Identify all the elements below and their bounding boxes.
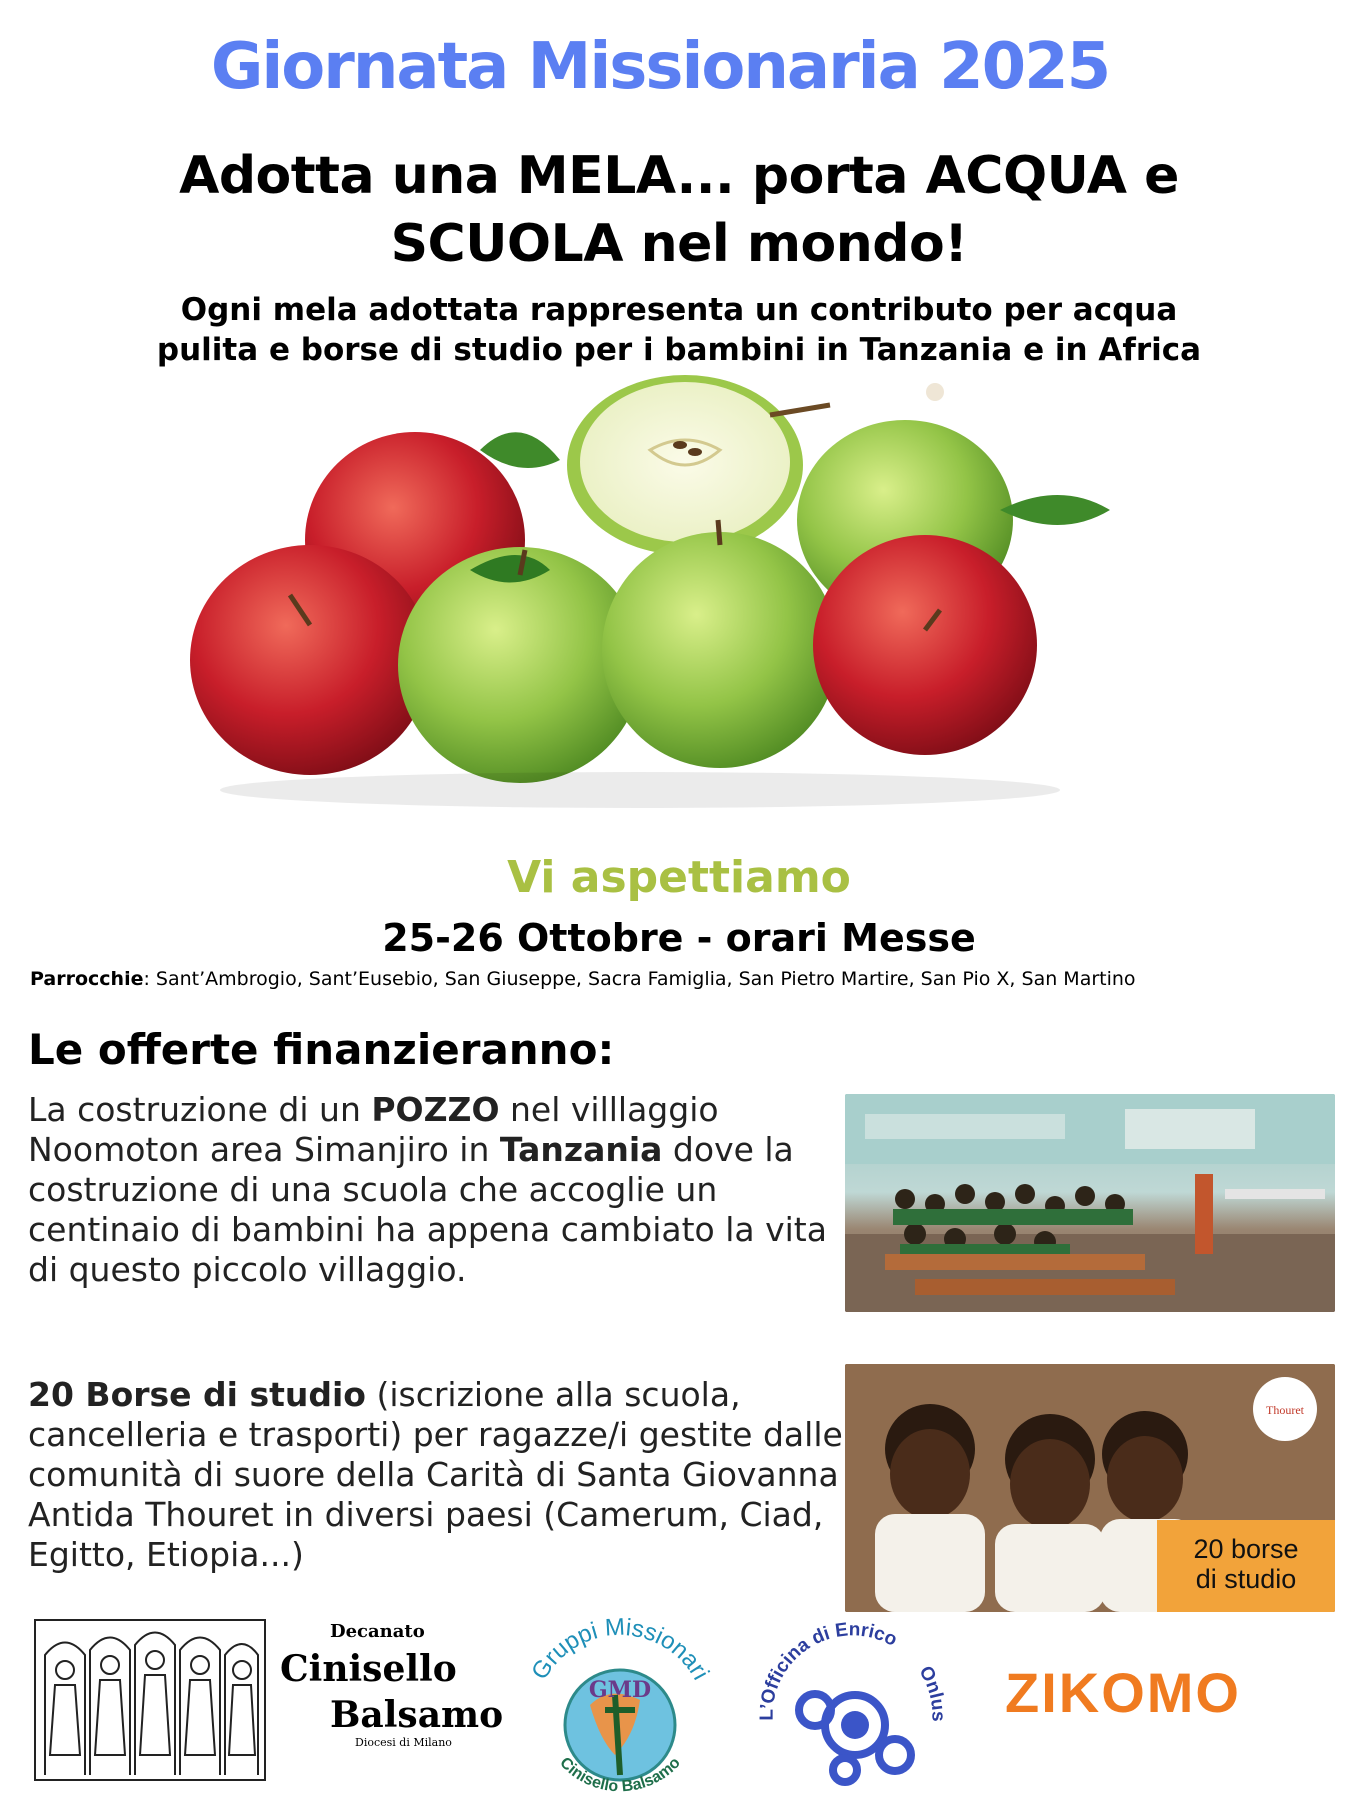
- decanato-label: Decanato: [330, 1621, 425, 1642]
- text-span: La costruzione di un: [28, 1090, 372, 1129]
- badge-line-2: di studio: [1195, 1564, 1297, 1594]
- decanato-logo: [30, 1615, 510, 1785]
- gmd-short-text: GMD: [588, 1677, 652, 1703]
- balsamo-label: Balsamo: [330, 1694, 504, 1736]
- bold-borse: 20 Borse di studio: [28, 1375, 366, 1414]
- officina-logo: [755, 1615, 955, 1795]
- text-span: (iscrizione alla scuola, cancelleria e trasporti) per ragazze/i gestite dalle comunità di suore della Carità di Santa Giovanna Antida Thouret in diversi paesi (Camerum, Ciad, Egitto, Etiopia...): [28, 1375, 843, 1574]
- subhead-line-1: Ogni mela adottata rappresenta un contributo per acqua: [180, 292, 1178, 328]
- gmd-bottom-text: Cinisello Balsamo: [556, 1754, 684, 1795]
- bold-tanzania: Tanzania: [499, 1130, 663, 1169]
- apple-red-left: [190, 545, 430, 775]
- offers-title: Le offerte finanzieranno:: [28, 1025, 615, 1074]
- zikomo-logo: ZIKOMO: [1005, 1661, 1241, 1724]
- officina-gears-icon: [755, 1615, 955, 1795]
- apple-green-mid-right: [602, 532, 838, 768]
- cinisello-label: Cinisello: [280, 1648, 457, 1690]
- decanato-text: [280, 1621, 504, 1749]
- parishes-list: : Sant’Ambrogio, Sant’Eusebio, San Giuseppe, Sacra Famiglia, San Pietro Martire, San Pio X, San Martino: [143, 968, 1136, 990]
- thouret-logo-text: Thouret: [1266, 1403, 1304, 1417]
- badge-line-1: 20 borse: [1193, 1534, 1299, 1564]
- gmd-logo: [510, 1615, 730, 1795]
- parishes-label: Parrocchie: [30, 968, 144, 990]
- page-title: Giornata Missionaria 2025: [210, 30, 1110, 104]
- bold-pozzo: POZZO: [371, 1090, 500, 1129]
- text-span: dove la costruzione di una scuola che accoglie un centinaio di bambini ha appena cambiato la vita di questo piccolo villaggio.: [28, 1130, 827, 1289]
- gmd-arc-text: Gruppi Missionari: [526, 1615, 715, 1685]
- event-dates: 25-26 Ottobre - orari Messe: [382, 916, 976, 960]
- onlus-text: Onlus: [914, 1662, 949, 1722]
- invite-heading: Vi aspettiamo: [507, 852, 851, 903]
- children-photo: [845, 1364, 1335, 1612]
- apple-red-right: [813, 535, 1037, 755]
- saints-engraving-icon: [30, 1615, 270, 1785]
- headline: [0, 142, 1358, 278]
- headline-line-2: SCUOLA nel mondo!: [390, 214, 968, 274]
- gmd-globe-icon: [510, 1615, 730, 1795]
- well-paragraph: [28, 1090, 848, 1290]
- subheadline: [0, 290, 1358, 370]
- classroom-photo-illustration: [845, 1094, 1335, 1312]
- headline-line-1: Adotta una MELA... porta ACQUA e: [179, 146, 1179, 206]
- parishes-line: [30, 968, 1350, 990]
- scholarships-paragraph: [28, 1375, 848, 1575]
- text-span: nel villlaggio Noomoton area Simanjiro in: [28, 1090, 719, 1169]
- officina-text: L’Officina di Enrico: [756, 1619, 901, 1721]
- subhead-line-2: pulita e borse di studio per i bambini in Tanzania e in Africa: [156, 332, 1202, 368]
- leaf-icon: [480, 432, 560, 468]
- svg-text:Onlus: [914, 1663, 948, 1722]
- apple-half-flesh: [580, 382, 790, 542]
- scholarship-badge: [1157, 1520, 1335, 1612]
- leaf-icon: [1000, 495, 1110, 525]
- diocesi-label: Diocesi di Milano: [355, 1736, 452, 1749]
- apples-illustration: [180, 370, 1160, 860]
- classroom-photo: [845, 1094, 1335, 1312]
